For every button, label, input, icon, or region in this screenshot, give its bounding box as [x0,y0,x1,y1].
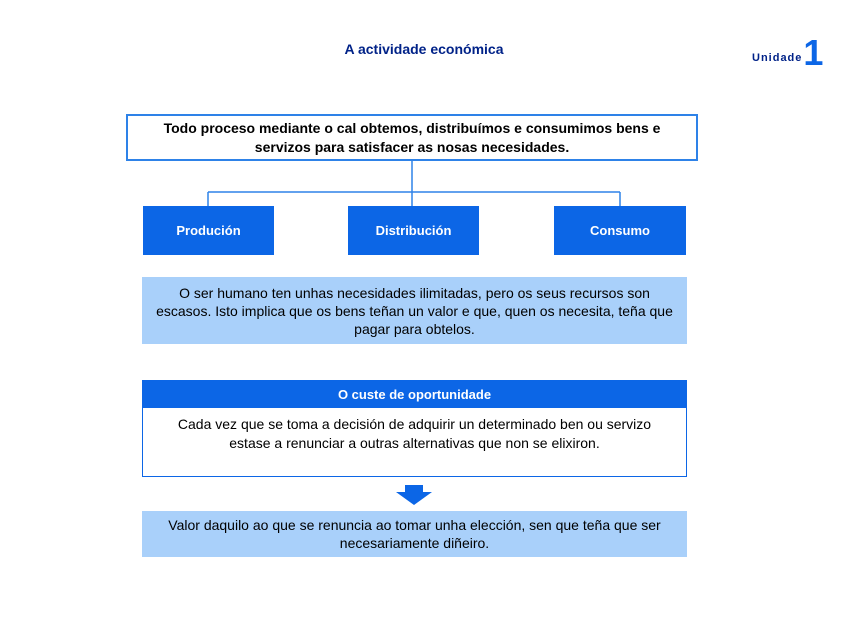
scarcity-box: O ser humano ten unhas necesidades ilimitadas, pero os seus recursos son escasos. Isto implica que os bens teñan un valor e que, quen os necesita, teña que pagar para obtelos. [142,277,687,344]
opportunity-cost-box [142,380,687,477]
opportunity-cost-title: O custe de oportunidade [143,381,686,408]
conclusion-box: Valor daquilo ao que se renuncia ao tomar unha elección, sen que teña que ser necesariamente diñeiro. [142,511,687,557]
page-title: A actividade económica [344,41,504,57]
unit-number: 1 [803,32,824,73]
stage-distribution: Distribución [348,206,479,255]
stage-consumption: Consumo [554,206,686,255]
down-arrow-icon [396,485,432,505]
stage-production: Produción [143,206,274,255]
definition-box: Todo proceso mediante o cal obtemos, distribuímos e consumimos bens e servizos para satisfacer as nosas necesidades. [126,114,698,161]
opportunity-cost-text: Cada vez que se toma a decisión de adquirir un determinado ben ou servizo estase a renunciar a outras alternativas que non se elixiron. [177,416,652,451]
unit-label: Unidade [752,52,803,64]
